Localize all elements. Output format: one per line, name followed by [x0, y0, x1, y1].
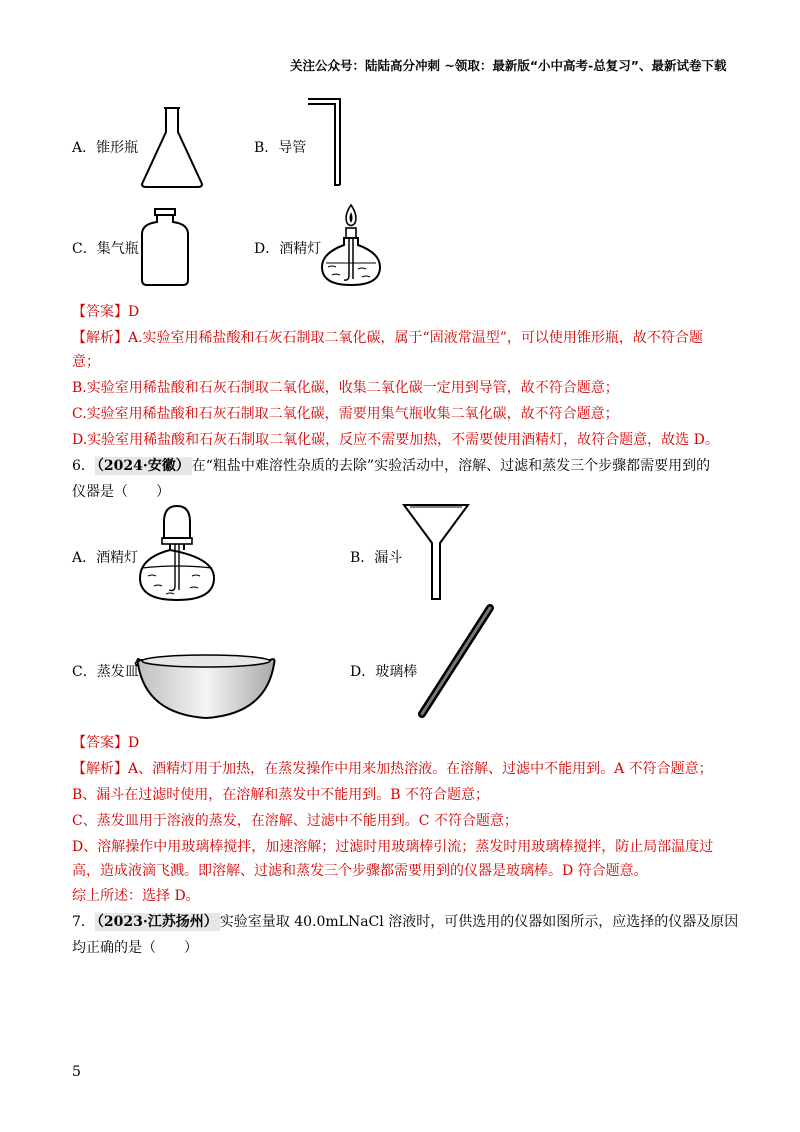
q6-option-d-label: D．玻璃棒 [350, 664, 418, 680]
q6-stem-line-2: 仪器是（ ） [72, 484, 170, 500]
q6-option-a-label: A．酒精灯 [72, 550, 139, 566]
q7-stem-text: 实验室量取 40.0mLNaCl 溶液时，可供选用的仪器如图所示，应选择的仪器及原因 [219, 914, 739, 930]
q5-analysis-line-1: 【解析】A.实验室用稀盐酸和石灰石制取二氧化碳，属于“固液常温型”，可以使用锥形瓶，故不符合题 [72, 330, 703, 346]
q5-option-d-label: D．酒精灯 [254, 241, 322, 257]
q6-analysis-line-1: 【解析】A、酒精灯用于加热，在蒸发操作中用来加热溶液。在溶解、过滤中不能用到。A 不符合题意； [72, 761, 713, 777]
q6-analysis-line-4: D、溶解操作中用玻璃棒搅拌，加速溶解；过滤时用玻璃棒引流；蒸发时用玻璃棒搅拌，防止局部温度过 [72, 839, 714, 855]
gas-bottle-icon [140, 208, 190, 286]
header-note: 关注公众号：陆陆高分冲刺 ~领取：最新版“小中高考-总复习”、最新试卷下载 [290, 58, 727, 73]
q5-option-c-label: C．集气瓶 [72, 241, 139, 257]
q6-number: 6． [72, 458, 95, 474]
q6-analysis-line-6: 综上所述：选择 D。 [72, 888, 200, 904]
q6-stem-text: 在“粗盐中难溶性杂质的去除”实验活动中，溶解、过滤和蒸发三个步骤都需要用到的 [191, 458, 711, 474]
conical-flask-icon [140, 106, 204, 188]
q6-analysis-line-5: 高，造成液滴飞溅。即溶解、过滤和蒸发三个步骤都需要用到的仪器是玻璃棒。D 符合题意。 [72, 863, 648, 879]
q5-option-a-label: A．锥形瓶 [72, 140, 139, 156]
q7-source-tag: （2023·江苏扬州） [96, 914, 218, 930]
q6-source-tag: （2024·安徽） [96, 458, 190, 474]
funnel-icon [402, 503, 470, 601]
glass-rod-icon [414, 604, 494, 718]
q5-analysis-line-4: C.实验室用稀盐酸和石灰石制取二氧化碳，需要用集气瓶收集二氧化碳，故不符合题意； [72, 406, 619, 422]
evaporating-dish-icon [136, 652, 276, 720]
q7-stem-line-2: 均正确的是（ ） [72, 940, 198, 956]
q5-analysis-line-3: B.实验室用稀盐酸和石灰石制取二氧化碳，收集二氧化碳一定用到导管，故不符合题意； [72, 380, 619, 396]
q5-option-b-label: B．导管 [254, 140, 307, 156]
alcohol-lamp-icon [318, 201, 384, 289]
q7-number: 7． [72, 914, 95, 930]
q6-analysis-line-2: B、漏斗在过滤时使用，在溶解和蒸发中不能用到。B 不符合题意； [72, 787, 490, 803]
q6-stem-line-1 [72, 455, 710, 475]
alcohol-lamp-icon [136, 502, 218, 602]
page-number: 5 [72, 1064, 81, 1080]
q5-analysis-line-2: 意； [72, 354, 100, 370]
q7-stem-line-1 [72, 911, 738, 931]
q5-analysis-line-5: D.实验室用稀盐酸和石灰石制取二氧化碳，反应不需要加热，不需要使用酒精灯，故符合题意，故选 D。 [72, 432, 719, 448]
q6-analysis-line-3: C、蒸发皿用于溶液的蒸发，在溶解、过滤中不能用到。C 不符合题意； [72, 813, 518, 829]
q6-answer: 【答案】D [72, 735, 140, 751]
glass-tube-icon [308, 97, 344, 187]
q5-answer: 【答案】D [72, 304, 140, 320]
q6-option-b-label: B．漏斗 [350, 550, 403, 566]
q6-option-c-label: C．蒸发皿 [72, 664, 139, 680]
